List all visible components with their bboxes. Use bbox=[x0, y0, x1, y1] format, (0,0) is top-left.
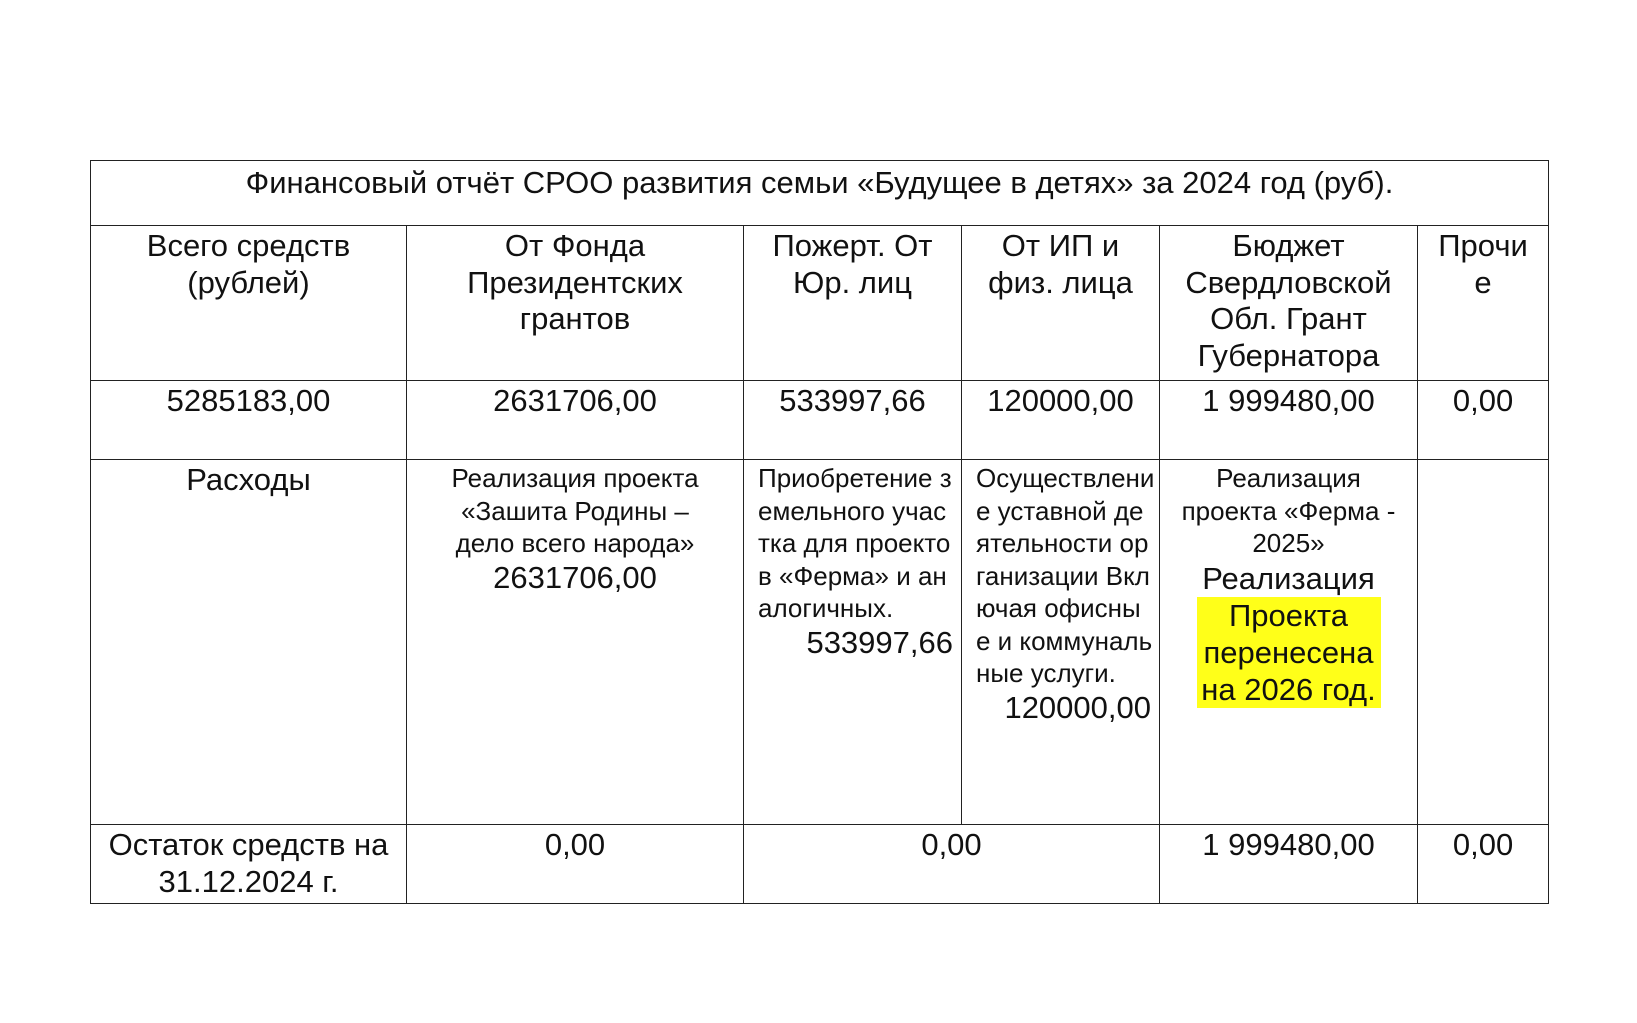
expenses-legal-amount: 533997,66 bbox=[806, 624, 953, 660]
header-individuals: От ИП и физ. лица bbox=[962, 226, 1160, 381]
expenses-other-cell bbox=[1418, 460, 1549, 825]
expenses-budget-text: Реализация проекта «Ферма - 2025» bbox=[1181, 463, 1396, 558]
balance-other: 0,00 bbox=[1418, 825, 1549, 904]
expenses-legal-text: Приобретение земельного участка для проектов «Ферма» и аналогичных. bbox=[758, 463, 952, 623]
header-total: Всего средств (рублей) bbox=[91, 226, 407, 381]
value-legal-donations: 533997,66 bbox=[744, 381, 962, 460]
header-row bbox=[91, 226, 1549, 381]
balance-label: Остаток средств на 31.12.2024 г. bbox=[91, 825, 407, 904]
expenses-budget-note bbox=[1178, 560, 1399, 709]
balance-presidential: 0,00 bbox=[407, 825, 744, 904]
expenses-budget-note-plain: Реализация bbox=[1202, 560, 1375, 596]
value-other: 0,00 bbox=[1418, 381, 1549, 460]
income-row bbox=[91, 381, 1549, 460]
header-presidential-grants: От Фонда Президентских грантов bbox=[407, 226, 744, 381]
balance-regional-budget: 1 999480,00 bbox=[1160, 825, 1418, 904]
expenses-individuals-amount: 120000,00 bbox=[1004, 689, 1151, 725]
balance-row bbox=[91, 825, 1549, 904]
expenses-presidential-amount: 2631706,00 bbox=[493, 559, 657, 595]
value-presidential-grants: 2631706,00 bbox=[407, 381, 744, 460]
value-regional-budget: 1 999480,00 bbox=[1160, 381, 1418, 460]
value-individuals: 120000,00 bbox=[962, 381, 1160, 460]
expenses-presidential-text: Реализация проекта «Зашита Родины – дело всего народа» bbox=[451, 463, 699, 558]
balance-legal-individuals: 0,00 bbox=[744, 825, 1160, 904]
header-other: Прочие bbox=[1418, 226, 1549, 381]
header-regional-budget: Бюджет Свердловской Обл. Грант Губернатора bbox=[1160, 226, 1418, 381]
report-title: Финансовый отчёт СРОО развития семьи «Будущее в детях» за 2024 год (руб). bbox=[91, 161, 1549, 226]
financial-report-table bbox=[90, 160, 1549, 904]
expenses-individuals-cell bbox=[962, 460, 1160, 825]
value-total: 5285183,00 bbox=[91, 381, 407, 460]
expenses-legal-cell bbox=[744, 460, 962, 825]
expenses-presidential-cell bbox=[407, 460, 744, 825]
expenses-budget-cell bbox=[1160, 460, 1418, 825]
expenses-budget-note-highlight: Проекта перенесена на 2026 год. bbox=[1197, 597, 1381, 709]
expenses-row bbox=[91, 460, 1549, 825]
title-row bbox=[91, 161, 1549, 226]
header-legal-donations: Пожерт. От Юр. лиц bbox=[744, 226, 962, 381]
expenses-individuals-text: Осуществление уставной деятельности организации Включая офисные и коммунальные услуги. bbox=[976, 463, 1155, 688]
expenses-label: Расходы bbox=[91, 460, 407, 825]
